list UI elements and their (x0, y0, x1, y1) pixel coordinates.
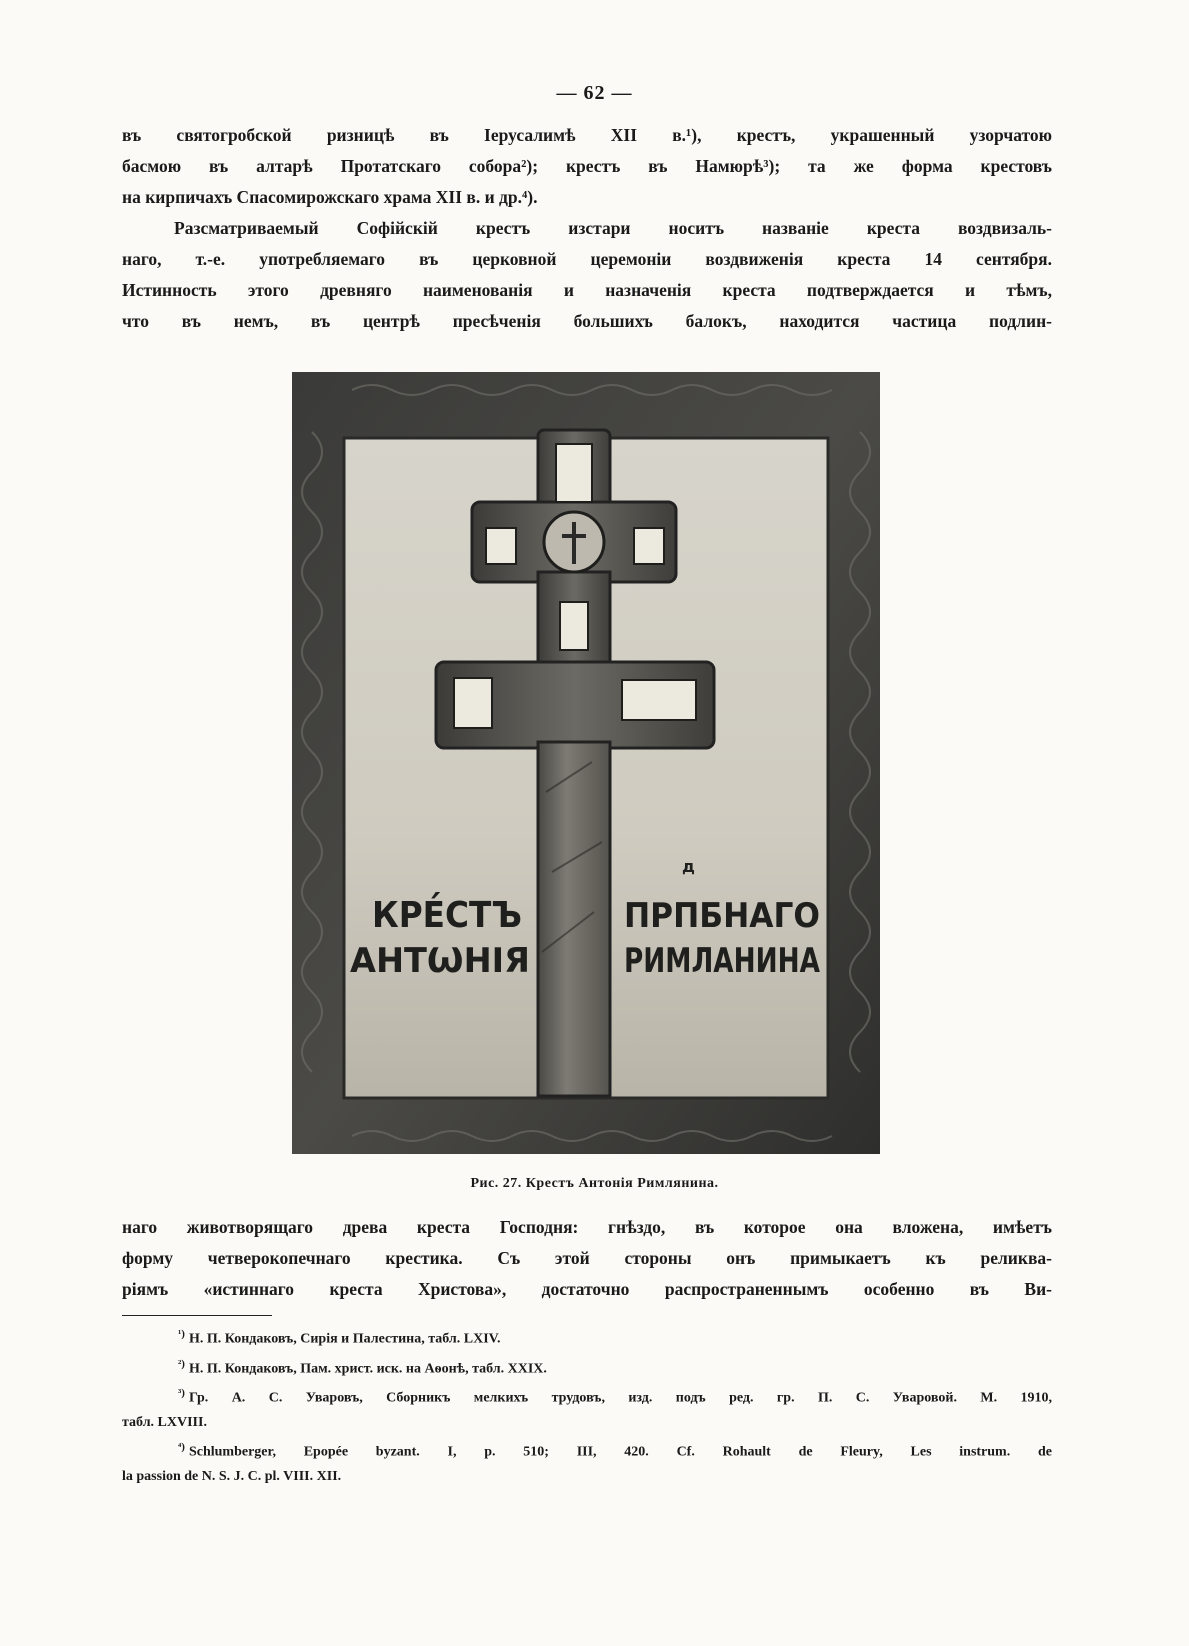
inscription-left-2: АНТѠНІЯ (350, 941, 530, 981)
inscription-right-small: д (682, 857, 695, 876)
text-line: Разсматриваемый Софійскій крестъ изстари носитъ названіе креста воздвизаль- (174, 218, 1052, 238)
text-line: форму четверокопечнаго крестика. Съ этой стороны онъ примыкаетъ къ реликва- (122, 1248, 1052, 1268)
inscription-left-1: КРЕ́СТЪ (372, 895, 538, 936)
text-line: на кирпичахъ Спасомирожскаго храма XII в. и др.⁴). (122, 187, 538, 207)
footnote-ref: ²) (178, 1357, 185, 1370)
page-number: — 62 — (556, 82, 633, 104)
footnote-continuation: la passion de N. S. J. C. pl. VIII. XII. (122, 1468, 342, 1484)
text-line: Истинность этого древняго наименованія и назначенія креста подтверждается и тѣмъ, (122, 280, 1052, 300)
text-line: наго, т.-е. употребляемаго въ церковной церемоніи воздвиженія креста 14 сентября. (122, 249, 1052, 269)
footnote-text: Schlumberger, Epopée byzant. I, p. 510; III, 420. Cf. Rohault de Fleury, Les instrum. de (188, 1444, 1052, 1460)
footnote-ref: ¹) (178, 1328, 185, 1340)
footnote-continuation: табл. LXVIII. (122, 1414, 207, 1430)
footnote-2 (122, 1352, 1052, 1382)
text-line: басмою въ алтарѣ Протатскаго собора²); крестъ въ Намюрѣ³); та же форма крестовъ (122, 156, 1052, 176)
text-line: ріямъ «истиннаго креста Христова», достаточно распространеннымъ особенно въ Ви- (122, 1279, 1052, 1299)
inscription-right-2: РИМЛАНИНА (624, 941, 821, 981)
footnote-4 (122, 1435, 1052, 1489)
text-line: въ святогробской ризницѣ въ Іерусалимѣ XII в.¹), крестъ, украшенный узорчатою (122, 125, 1052, 145)
bottom-text-block (122, 1212, 1052, 1305)
cross-figure (292, 372, 880, 1154)
footnote-ref: ⁴) (178, 1440, 185, 1453)
cross-photograph (292, 372, 880, 1154)
footnotes (122, 1322, 1052, 1489)
inscription-right-1: ПРПБНАГО (624, 896, 820, 936)
footnote-divider (122, 1315, 272, 1316)
footnote-3 (122, 1381, 1052, 1435)
top-text-block (122, 120, 1052, 337)
footnote-text: Н. П. Кондаковъ, Сирія и Палестина, табл. LXIV. (188, 1331, 501, 1347)
footnote-text: Гр. А. С. Уваровъ, Сборникъ мелкихъ трудовъ, изд. подъ ред. гр. П. С. Уваровой. М. 1910, (188, 1390, 1052, 1406)
text-line: что въ немъ, въ центрѣ пресѣченія большихъ балокъ, находится частица подлин- (122, 311, 1052, 331)
footnote-text: Н. П. Кондаковъ, Пам. христ. иск. на Аѳонѣ, табл. XXIX. (188, 1361, 547, 1377)
footnote-1 (122, 1322, 1052, 1352)
figure-caption: Рис. 27. Крестъ Антонія Римлянина. (470, 1176, 719, 1191)
text-line: наго животворящаго древа креста Господня: гнѣздо, въ которое она вложена, имѣетъ (122, 1217, 1052, 1237)
footnote-ref: ³) (178, 1387, 185, 1400)
